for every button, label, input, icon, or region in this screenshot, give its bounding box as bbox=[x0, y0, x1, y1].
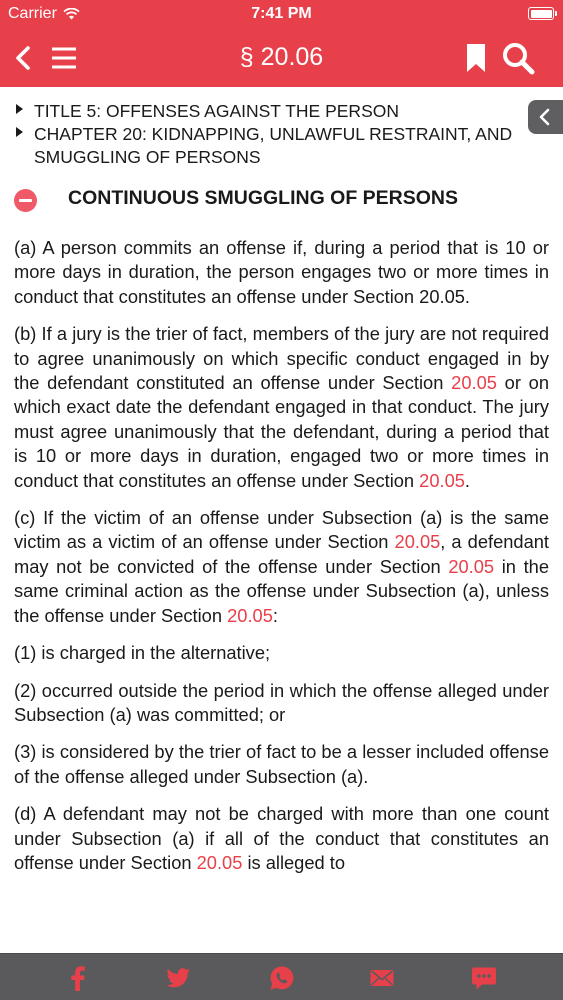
message-icon[interactable] bbox=[470, 964, 498, 992]
paragraph-b: (b) If a jury is the trier of fact, members of the jury are not required to agree unanimously on which specific conduct engaged in by the defendant constituted an offense under Section 20.05 or on which exact date the defendant engaged in that conduct. The jury must agree unanimously that the defendant, during a period that is 10 or more days in duration, engaged two or more times in conduct that constitutes an offense under Section 20.05. bbox=[14, 323, 549, 491]
search-icon[interactable] bbox=[500, 40, 536, 76]
paragraph-c3: (3) is considered by the trier of fact to be a lesser included offense of the offense alleged under Subsection (a). bbox=[14, 741, 549, 787]
statute-content bbox=[14, 236, 549, 952]
chevron-left-icon bbox=[528, 100, 563, 134]
breadcrumb bbox=[0, 87, 563, 180]
paragraph-c1: (1) is charged in the alternative; bbox=[14, 642, 271, 664]
paragraph-a: (a) A person commits an offense if, during a period that is 10 or more days in duration, the person engages two or more times in conduct that constitutes an offense under Section 20.05. bbox=[14, 237, 549, 307]
carrier-label: Carrier bbox=[8, 5, 57, 22]
page-title: § 20.06 bbox=[239, 43, 324, 71]
paragraph-c: (c) If the victim of an offense under Subsection (a) is the same victim as a victim of an offense under Section 20.05, a defendant may not be convicted of the offense under Section 20.05 in the same criminal action as the offense under Subsection (a), unless the offense under Section 20.05: bbox=[14, 507, 549, 626]
breadcrumb-chapter-label: CHAPTER 20: KIDNAPPING, UNLAWFUL RESTRAINT, AND SMUGGLING OF PERSONS bbox=[34, 124, 513, 167]
section-title: CONTINUOUS SMUGGLING OF PERSONS bbox=[68, 187, 459, 209]
section-link[interactable]: 20.05 bbox=[196, 851, 243, 873]
share-bar bbox=[0, 953, 563, 1000]
expand-triangle-icon bbox=[16, 104, 23, 114]
bookmark-icon[interactable] bbox=[458, 40, 494, 76]
breadcrumb-title-label: TITLE 5: OFFENSES AGAINST THE PERSON bbox=[34, 101, 399, 121]
paragraph-d: (d) A defendant may not be charged with more than one count under Subsection (a) if all of the conduct that constitutes an offense under Section 20.05 is alleged to bbox=[14, 803, 549, 873]
section-link[interactable]: 20.05 bbox=[451, 372, 497, 394]
breadcrumb-title[interactable] bbox=[16, 100, 534, 123]
section-link[interactable]: 20.05 bbox=[419, 469, 465, 491]
section-link[interactable]: 20.05 bbox=[448, 555, 495, 577]
section-link[interactable]: 20.05 bbox=[394, 531, 441, 553]
section-link[interactable]: 20.05 bbox=[227, 604, 273, 626]
collapse-minus-icon[interactable] bbox=[14, 189, 37, 212]
breadcrumb-chapter[interactable] bbox=[16, 123, 534, 169]
nav-bar bbox=[0, 30, 563, 87]
twitter-icon[interactable] bbox=[164, 964, 192, 992]
whatsapp-icon[interactable] bbox=[268, 964, 296, 992]
status-time: 7:41 PM bbox=[251, 5, 312, 22]
side-panel-tab[interactable] bbox=[528, 100, 563, 134]
expand-triangle-icon bbox=[16, 127, 23, 137]
email-icon[interactable] bbox=[368, 964, 396, 992]
facebook-icon[interactable] bbox=[64, 964, 92, 992]
battery-icon bbox=[528, 7, 554, 20]
status-bar bbox=[0, 0, 563, 30]
section-header[interactable] bbox=[0, 180, 563, 218]
paragraph-c2: (2) occurred outside the period in which the offense alleged under Subsection (a) was committed; or bbox=[14, 679, 549, 725]
